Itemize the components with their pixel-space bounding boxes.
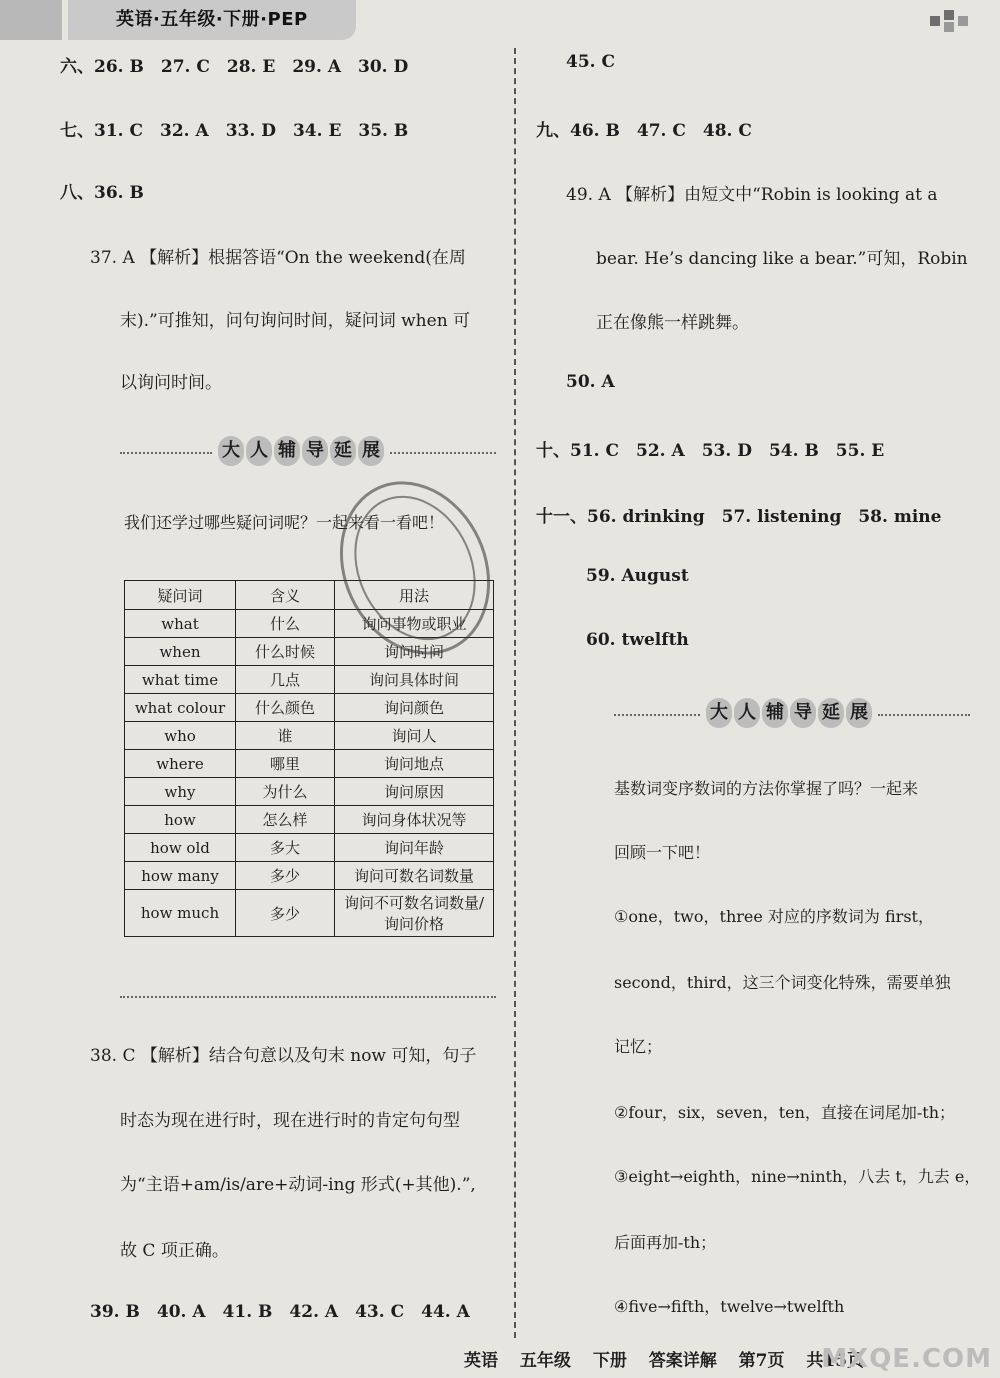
table-cell: why (125, 778, 236, 806)
footer-text: 英语 五年级 下册 答案详解 第7页 共15页 (464, 1351, 865, 1371)
site-watermark-logo (821, 1302, 1000, 1378)
header-decoration-icon (930, 8, 970, 32)
answer-line-8: 八、36. B (60, 183, 144, 203)
table-cell: 询问年龄 (335, 834, 494, 862)
table-row (125, 722, 494, 750)
header-title: 英语·五年级·下册·PEP (116, 9, 308, 30)
header-strip (0, 0, 62, 40)
ordinal-line8: 后面再加-th； (614, 1233, 717, 1252)
table-cell: 什么颜色 (236, 694, 335, 722)
ordinal-line9: ④five→fifth，twelve→twelfth (614, 1297, 845, 1316)
heading-char: 延 (330, 436, 356, 466)
extension-heading-left (120, 436, 496, 470)
ordinal-line5: 记忆； (614, 1037, 663, 1056)
extension-end-rule (120, 980, 496, 1014)
ordinal-line2: 回顾一下吧！ (614, 843, 711, 862)
heading-char: 展 (846, 698, 872, 728)
answer-line-60: 60. twelfth (586, 630, 689, 650)
table-cell: 询问不可数名词数量/询问价格 (335, 890, 494, 937)
heading-rule (390, 452, 496, 454)
explanation-49-line1: 49. A 【解析】由短文中“Robin is looking at a (566, 185, 938, 205)
extension-intro: 我们还学过哪些疑问词呢？一起来看一看吧！ (124, 513, 445, 532)
answer-line-10: 十、51. C 52. A 53. D 54. B 55. E (536, 441, 885, 461)
explanation-37-line2: 末).”可推知，问句询问时间，疑问词 when 可 (120, 311, 471, 331)
heading-label (218, 436, 384, 466)
ordinal-line6: ②four，six，seven，ten，直接在词尾加-th； (614, 1103, 956, 1122)
table-cell: 询问身体状况等 (335, 806, 494, 834)
explanation-38-line3: 为“主语+am/is/are+动词-ing 形式(+其他).”, (120, 1175, 476, 1195)
ordinal-line4: second，third，这三个词变化特殊，需要单独 (614, 973, 951, 992)
extension-heading-right (614, 698, 970, 732)
explanation-37-line1: 37. A 【解析】根据答语“On the weekend(在周 (90, 248, 466, 268)
heading-char: 人 (246, 436, 272, 466)
heading-char: 导 (790, 698, 816, 728)
explanation-38-line1: 38. C 【解析】结合句意以及句末 now 可知，句子 (90, 1046, 477, 1066)
table-cell: 哪里 (236, 750, 335, 778)
table-row (125, 890, 494, 937)
table-cell: 询问时间 (335, 638, 494, 666)
answer-line-59: 59. August (586, 566, 689, 586)
table-cell: 询问颜色 (335, 694, 494, 722)
table-row (125, 806, 494, 834)
answer-line-45: 45. C (566, 52, 616, 72)
table-header-cell: 用法 (335, 581, 494, 610)
explanation-38-line4: 故 C 项正确。 (120, 1241, 229, 1261)
table-cell: 询问可数名词数量 (335, 862, 494, 890)
ordinal-line1: 基数词变序数词的方法你掌握了吗？一起来 (614, 779, 919, 798)
heading-rule (120, 996, 496, 998)
table-cell: 几点 (236, 666, 335, 694)
table-cell: what colour (125, 694, 236, 722)
table-cell: 谁 (236, 722, 335, 750)
heading-char: 辅 (274, 436, 300, 466)
heading-rule (878, 714, 970, 716)
explanation-37-line3: 以询问时间。 (120, 373, 222, 393)
table-cell: what (125, 610, 236, 638)
table-row (125, 694, 494, 722)
answer-line-11: 十一、56. drinking 57. listening 58. mine (536, 507, 942, 527)
heading-char: 大 (706, 698, 732, 728)
table-cell: how old (125, 834, 236, 862)
ordinal-line7: ③eight→eighth，nine→ninth，八去 t，九去 e， (614, 1167, 981, 1186)
table-cell: who (125, 722, 236, 750)
table-row (125, 750, 494, 778)
answer-line-9: 九、46. B 47. C 48. C (536, 121, 752, 141)
answer-line-6: 六、26. B 27. C 28. E 29. A 30. D (60, 57, 409, 77)
table-cell: what time (125, 666, 236, 694)
answer-line-50: 50. A (566, 372, 615, 392)
table-cell: 询问事物或职业 (335, 610, 494, 638)
table-cell: when (125, 638, 236, 666)
table-cell: how many (125, 862, 236, 890)
table-cell: 询问具体时间 (335, 666, 494, 694)
table-row (125, 834, 494, 862)
table-row (125, 862, 494, 890)
answer-line-39-44: 39. B 40. A 41. B 42. A 43. C 44. A (90, 1302, 470, 1322)
column-divider (514, 48, 516, 1338)
page-header (0, 0, 1000, 46)
heading-label (706, 698, 872, 728)
table-header-cell: 含义 (236, 581, 335, 610)
table-row (125, 666, 494, 694)
ordinal-line3: ①one，two，three 对应的序数词为 first， (614, 907, 934, 926)
explanation-49-line3: 正在像熊一样跳舞。 (596, 313, 749, 333)
heading-char: 大 (218, 436, 244, 466)
table-cell: 多少 (236, 862, 335, 890)
heading-char: 人 (734, 698, 760, 728)
table-cell: 多大 (236, 834, 335, 862)
heading-char: 展 (358, 436, 384, 466)
heading-char: 辅 (762, 698, 788, 728)
answer-line-7: 七、31. C 32. A 33. D 34. E 35. B (60, 121, 409, 141)
heading-rule (120, 452, 212, 454)
table-cell: where (125, 750, 236, 778)
table-cell: 询问原因 (335, 778, 494, 806)
explanation-49-line2: bear. He’s dancing like a bear.”可知，Robin (596, 249, 968, 269)
heading-rule (614, 714, 700, 716)
table-cell: 询问人 (335, 722, 494, 750)
heading-char: 导 (302, 436, 328, 466)
explanation-38-line2: 时态为现在进行时，现在进行时的肯定句句型 (120, 1111, 460, 1131)
watermark-text: MXQE.COM (821, 1344, 992, 1374)
circular-stamp-logo (320, 468, 510, 668)
table-cell: 询问地点 (335, 750, 494, 778)
table-header-cell: 疑问词 (125, 581, 236, 610)
table-cell: how (125, 806, 236, 834)
table-cell: 什么 (236, 610, 335, 638)
table-cell: 什么时候 (236, 638, 335, 666)
heading-char: 延 (818, 698, 844, 728)
table-cell: 为什么 (236, 778, 335, 806)
table-cell: 多少 (236, 890, 335, 937)
table-cell: how much (125, 890, 236, 937)
table-cell: 怎么样 (236, 806, 335, 834)
table-row (125, 778, 494, 806)
